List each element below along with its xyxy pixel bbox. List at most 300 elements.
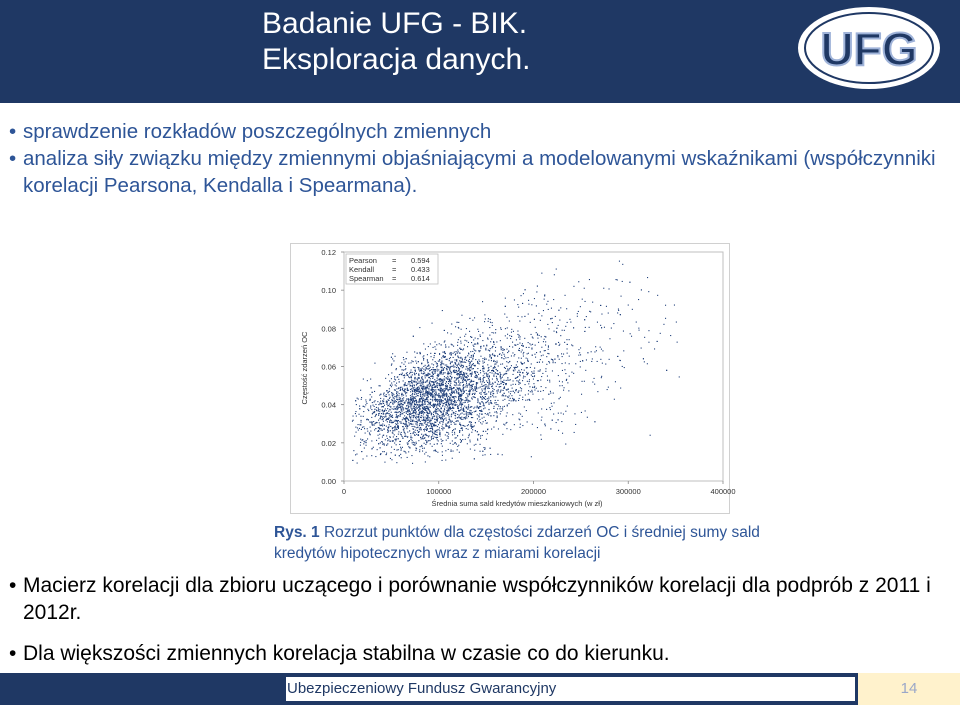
scatter-point xyxy=(502,352,503,353)
scatter-point xyxy=(520,427,521,428)
scatter-point xyxy=(527,374,528,375)
scatter-point xyxy=(451,390,452,391)
scatter-point xyxy=(497,417,498,418)
scatter-point xyxy=(498,381,499,382)
scatter-point xyxy=(396,416,397,417)
scatter-point xyxy=(558,419,559,420)
scatter-point xyxy=(441,443,442,444)
scatter-point xyxy=(453,371,454,372)
scatter-point xyxy=(609,288,610,289)
scatter-point xyxy=(388,392,389,393)
scatter-point xyxy=(396,444,397,445)
scatter-point xyxy=(459,383,460,384)
scatter-point xyxy=(459,385,460,386)
scatter-point xyxy=(396,462,397,463)
scatter-point xyxy=(442,374,443,375)
scatter-point xyxy=(460,407,461,408)
scatter-point xyxy=(534,386,535,387)
scatter-point xyxy=(411,423,412,424)
scatter-point xyxy=(522,380,523,381)
scatter-point xyxy=(438,429,439,430)
scatter-point xyxy=(562,385,563,386)
scatter-point xyxy=(484,388,485,389)
scatter-point xyxy=(403,395,404,396)
scatter-point xyxy=(356,432,357,433)
scatter-point xyxy=(434,432,435,433)
scatter-point xyxy=(460,401,461,402)
scatter-point xyxy=(421,370,422,371)
scatter-point xyxy=(412,401,413,402)
scatter-point xyxy=(510,379,511,380)
scatter-point xyxy=(414,404,415,405)
scatter-point xyxy=(471,380,472,381)
scatter-point xyxy=(477,338,478,339)
scatter-point xyxy=(432,406,433,407)
scatter-point xyxy=(366,440,367,441)
scatter-point xyxy=(461,417,462,418)
scatter-point xyxy=(474,388,475,389)
scatter-point xyxy=(424,437,425,438)
scatter-point xyxy=(614,399,615,400)
scatter-point xyxy=(585,370,586,371)
scatter-point xyxy=(471,375,472,376)
scatter-point xyxy=(429,456,430,457)
scatter-point xyxy=(442,384,443,385)
scatter-point xyxy=(476,391,477,392)
scatter-point xyxy=(427,374,428,375)
scatter-point xyxy=(394,449,395,450)
scatter-point xyxy=(512,352,513,353)
scatter-point xyxy=(384,462,385,463)
scatter-point xyxy=(405,361,406,362)
scatter-point xyxy=(591,361,592,362)
scatter-point xyxy=(392,403,393,404)
scatter-point xyxy=(447,397,448,398)
scatter-point xyxy=(529,381,530,382)
scatter-point xyxy=(469,391,470,392)
scatter-point xyxy=(549,362,550,363)
scatter-point xyxy=(587,417,588,418)
scatter-point xyxy=(644,337,645,338)
scatter-point xyxy=(523,377,524,378)
scatter-point xyxy=(537,427,538,428)
scatter-point xyxy=(425,440,426,441)
scatter-point xyxy=(470,357,471,358)
scatter-point xyxy=(421,446,422,447)
scatter-point xyxy=(479,416,480,417)
scatter-point xyxy=(410,372,411,373)
scatter-point xyxy=(366,456,367,457)
scatter-point xyxy=(401,362,402,363)
scatter-point xyxy=(478,387,479,388)
scatter-point xyxy=(457,414,458,415)
scatter-point xyxy=(439,406,440,407)
scatter-point xyxy=(597,322,598,323)
scatter-point xyxy=(420,398,421,399)
scatter-point xyxy=(544,339,545,340)
scatter-point xyxy=(474,344,475,345)
scatter-point xyxy=(477,431,478,432)
scatter-point xyxy=(403,357,404,358)
x-tick-label: 300000 xyxy=(615,487,641,496)
scatter-point xyxy=(445,344,446,345)
scatter-point xyxy=(391,383,392,384)
scatter-point xyxy=(412,383,413,384)
scatter-point xyxy=(523,376,524,377)
scatter-point xyxy=(392,415,393,416)
scatter-point xyxy=(405,389,406,390)
scatter-point xyxy=(432,431,433,432)
scatter-point xyxy=(373,447,374,448)
scatter-point xyxy=(413,442,414,443)
scatter-point xyxy=(458,364,459,365)
scatter-point xyxy=(436,425,437,426)
scatter-point xyxy=(477,402,478,403)
scatter-point xyxy=(521,388,522,389)
scatter-point xyxy=(500,378,501,379)
scatter-point xyxy=(552,318,553,319)
scatter-point xyxy=(503,358,504,359)
scatter-point xyxy=(430,367,431,368)
scatter-point xyxy=(401,387,402,388)
scatter-point xyxy=(391,422,392,423)
scatter-point xyxy=(420,427,421,428)
scatter-point xyxy=(453,365,454,366)
scatter-point xyxy=(465,362,466,363)
scatter-point xyxy=(441,372,442,373)
scatter-point xyxy=(511,395,512,396)
scatter-point xyxy=(439,379,440,380)
scatter-point xyxy=(644,361,645,362)
scatter-point xyxy=(418,389,419,390)
scatter-point xyxy=(390,407,391,408)
scatter-point xyxy=(496,411,497,412)
scatter-point xyxy=(370,379,371,380)
scatter-point xyxy=(464,336,465,337)
scatter-point xyxy=(435,404,436,405)
scatter-point xyxy=(457,388,458,389)
scatter-point xyxy=(498,391,499,392)
scatter-point xyxy=(430,402,431,403)
scatter-point xyxy=(415,435,416,436)
scatter-point xyxy=(534,375,535,376)
scatter-point xyxy=(392,394,393,395)
scatter-point xyxy=(421,363,422,364)
scatter-point xyxy=(367,380,368,381)
scatter-point xyxy=(474,425,475,426)
scatter-point xyxy=(450,407,451,408)
scatter-point xyxy=(452,407,453,408)
scatter-point xyxy=(415,357,416,358)
scatter-point xyxy=(528,304,529,305)
scatter-point xyxy=(512,388,513,389)
scatter-point xyxy=(388,431,389,432)
scatter-point xyxy=(419,377,420,378)
scatter-point xyxy=(378,430,379,431)
scatter-point xyxy=(397,423,398,424)
scatter-point xyxy=(383,443,384,444)
scatter-point xyxy=(523,353,524,354)
scatter-point xyxy=(407,436,408,437)
scatter-point xyxy=(413,396,414,397)
scatter-point xyxy=(382,451,383,452)
scatter-point xyxy=(485,399,486,400)
scatter-point xyxy=(463,390,464,391)
scatter-point xyxy=(363,443,364,444)
scatter-point xyxy=(475,397,476,398)
scatter-point xyxy=(420,421,421,422)
scatter-point xyxy=(420,437,421,438)
scatter-point xyxy=(528,394,529,395)
scatter-point xyxy=(435,401,436,402)
scatter-point xyxy=(406,411,407,412)
scatter-point xyxy=(407,444,408,445)
scatter-point xyxy=(435,369,436,370)
scatter-point xyxy=(424,422,425,423)
scatter-point xyxy=(421,445,422,446)
scatter-point xyxy=(473,408,474,409)
scatter-point xyxy=(416,373,417,374)
scatter-point xyxy=(443,411,444,412)
scatter-point xyxy=(522,416,523,417)
scatter-point xyxy=(519,419,520,420)
scatter-point xyxy=(525,289,526,290)
scatter-point xyxy=(393,397,394,398)
scatter-point xyxy=(451,378,452,379)
scatter-point xyxy=(471,366,472,367)
scatter-point xyxy=(441,380,442,381)
scatter-point xyxy=(552,322,553,323)
scatter-point xyxy=(609,359,610,360)
scatter-point xyxy=(520,375,521,376)
scatter-point xyxy=(543,310,544,311)
scatter-point xyxy=(506,349,507,350)
scatter-point xyxy=(474,411,475,412)
scatter-point xyxy=(470,387,471,388)
scatter-point xyxy=(410,385,411,386)
scatter-point xyxy=(492,322,493,323)
scatter-point xyxy=(460,389,461,390)
scatter-point xyxy=(439,432,440,433)
scatter-point xyxy=(431,369,432,370)
scatter-point xyxy=(563,354,564,355)
scatter-point xyxy=(462,385,463,386)
scatter-point xyxy=(529,400,530,401)
scatter-point xyxy=(468,414,469,415)
scatter-point xyxy=(571,344,572,345)
scatter-point xyxy=(556,328,557,329)
scatter-point xyxy=(631,336,632,337)
scatter-point xyxy=(439,373,440,374)
scatter-point xyxy=(595,346,596,347)
scatter-point xyxy=(475,338,476,339)
scatter-point xyxy=(533,383,534,384)
scatter-point xyxy=(415,361,416,362)
scatter-point xyxy=(392,353,393,354)
scatter-point xyxy=(472,399,473,400)
scatter-point xyxy=(547,353,548,354)
scatter-point xyxy=(500,364,501,365)
scatter-point xyxy=(420,396,421,397)
scatter-point xyxy=(490,396,491,397)
scatter-point xyxy=(434,379,435,380)
scatter-point xyxy=(450,420,451,421)
scatter-point xyxy=(443,420,444,421)
scatter-point xyxy=(547,301,548,302)
scatter-point xyxy=(597,361,598,362)
scatter-point xyxy=(429,435,430,436)
scatter-point xyxy=(468,437,469,438)
scatter-point xyxy=(475,430,476,431)
scatter-point xyxy=(531,375,532,376)
scatter-point xyxy=(421,388,422,389)
scatter-point xyxy=(562,381,563,382)
scatter-point xyxy=(430,404,431,405)
scatter-point xyxy=(511,336,512,337)
scatter-point xyxy=(397,392,398,393)
scatter-point xyxy=(511,329,512,330)
scatter-point xyxy=(401,393,402,394)
scatter-point xyxy=(440,364,441,365)
scatter-point xyxy=(418,369,419,370)
scatter-point xyxy=(438,390,439,391)
scatter-point xyxy=(517,334,518,335)
scatter-point xyxy=(575,363,576,364)
scatter-point xyxy=(418,434,419,435)
stat-value: 0.433 xyxy=(411,265,430,274)
scatter-point xyxy=(422,423,423,424)
scatter-point xyxy=(383,403,384,404)
scatter-point xyxy=(496,362,497,363)
scatter-point xyxy=(581,412,582,413)
scatter-point xyxy=(517,331,518,332)
scatter-point xyxy=(392,422,393,423)
scatter-point xyxy=(388,418,389,419)
scatter-point xyxy=(647,277,648,278)
scatter-point xyxy=(534,368,535,369)
scatter-point xyxy=(437,404,438,405)
scatter-point xyxy=(446,405,447,406)
scatter-point xyxy=(462,358,463,359)
scatter-point xyxy=(440,411,441,412)
scatter-point xyxy=(428,440,429,441)
scatter-point xyxy=(390,402,391,403)
scatter-point xyxy=(428,375,429,376)
scatter-point xyxy=(518,307,519,308)
scatter-point xyxy=(463,417,464,418)
scatter-point xyxy=(394,426,395,427)
scatter-point xyxy=(456,382,457,383)
scatter-point xyxy=(424,373,425,374)
scatter-point xyxy=(407,426,408,427)
scatter-point xyxy=(440,397,441,398)
scatter-point xyxy=(442,418,443,419)
scatter-point xyxy=(435,397,436,398)
scatter-point xyxy=(433,364,434,365)
scatter-point xyxy=(376,414,377,415)
scatter-point xyxy=(498,366,499,367)
scatter-point xyxy=(511,355,512,356)
scatter-point xyxy=(451,414,452,415)
scatter-point xyxy=(425,387,426,388)
scatter-point xyxy=(428,402,429,403)
scatter-point xyxy=(472,412,473,413)
scatter-point xyxy=(409,448,410,449)
scatter-point xyxy=(485,384,486,385)
scatter-point xyxy=(565,295,566,296)
scatter-point xyxy=(408,420,409,421)
scatter-point xyxy=(676,322,677,323)
scatter-point xyxy=(491,366,492,367)
scatter-point xyxy=(489,412,490,413)
scatter-point xyxy=(489,327,490,328)
scatter-point xyxy=(464,359,465,360)
scatter-point xyxy=(466,377,467,378)
scatter-point xyxy=(427,415,428,416)
scatter-point xyxy=(493,360,494,361)
scatter-point xyxy=(555,316,556,317)
scatter-point xyxy=(421,385,422,386)
scatter-point xyxy=(484,377,485,378)
scatter-point xyxy=(442,460,443,461)
scatter-point xyxy=(477,361,478,362)
scatter-point xyxy=(480,438,481,439)
scatter-point xyxy=(497,356,498,357)
scatter-point xyxy=(479,363,480,364)
scatter-point xyxy=(359,428,360,429)
scatter-point xyxy=(420,408,421,409)
scatter-figure xyxy=(290,243,736,514)
scatter-point xyxy=(518,337,519,338)
scatter-point xyxy=(393,360,394,361)
scatter-point xyxy=(448,436,449,437)
scatter-point xyxy=(471,398,472,399)
scatter-point xyxy=(460,366,461,367)
scatter-point xyxy=(442,446,443,447)
scatter-point xyxy=(461,395,462,396)
scatter-point xyxy=(547,324,548,325)
scatter-point xyxy=(493,396,494,397)
scatter-point xyxy=(461,404,462,405)
scatter-point xyxy=(391,447,392,448)
scatter-point xyxy=(405,368,406,369)
scatter-point xyxy=(490,348,491,349)
scatter-point xyxy=(527,359,528,360)
scatter-point xyxy=(382,400,383,401)
scatter-point xyxy=(493,332,494,333)
scatter-point xyxy=(540,391,541,392)
scatter-point xyxy=(463,409,464,410)
scatter-point xyxy=(534,387,535,388)
scatter-point xyxy=(521,390,522,391)
scatter-point xyxy=(439,359,440,360)
scatter-point xyxy=(551,308,552,309)
scatter-point xyxy=(468,404,469,405)
scatter-point xyxy=(487,382,488,383)
scatter-point xyxy=(437,429,438,430)
scatter-point xyxy=(558,375,559,376)
scatter-point xyxy=(449,419,450,420)
scatter-point xyxy=(397,425,398,426)
scatter-point xyxy=(480,377,481,378)
scatter-point xyxy=(446,388,447,389)
scatter-point xyxy=(411,376,412,377)
bullet-item xyxy=(9,118,949,145)
scatter-point xyxy=(451,387,452,388)
scatter-point xyxy=(507,377,508,378)
scatter-point xyxy=(529,386,530,387)
scatter-point xyxy=(488,402,489,403)
